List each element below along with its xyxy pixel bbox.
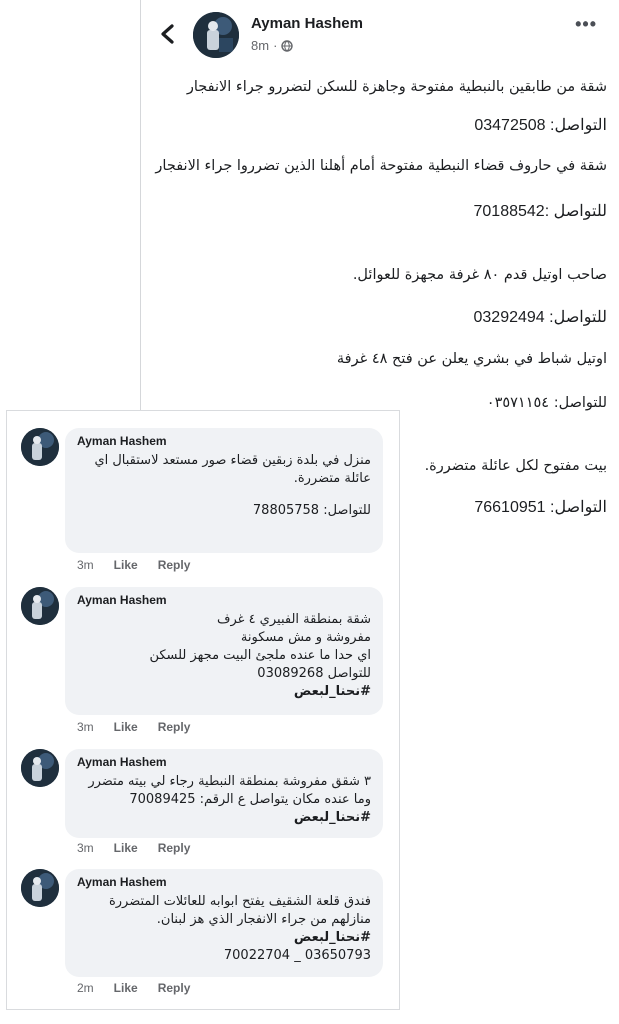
like-button[interactable]: Like <box>113 720 138 734</box>
comment-author[interactable]: Ayman Hashem <box>77 434 167 448</box>
reply-button[interactable]: Reply <box>157 841 191 855</box>
comment-line: شقة بمنطقة الفبيري ٤ غرف <box>216 612 371 627</box>
like-button[interactable]: Like <box>113 558 138 572</box>
comment-line: ٣ شقق مفروشة بمنطقة النبطية رجاء لي بيته متضرر وما عنده مكان يتواصل ع الرقم: 70089425 <box>88 774 371 807</box>
post-contact: للتواصل: 03292494 <box>473 309 607 326</box>
comment-bubble <box>65 428 383 553</box>
comment-line: منزل في بلدة زبقين قضاء صور مستعد لاستقبال اي عائلة متضررة. <box>94 453 371 486</box>
comment-actions <box>77 981 190 995</box>
post-contact: التواصل: 76610951 <box>474 499 607 516</box>
post-contact: للتواصل: ٠٣٥٧١١٥٤ <box>486 395 607 411</box>
post-author-name[interactable]: Ayman Hashem <box>251 15 363 32</box>
hashtag-link[interactable]: #نحنا_لبعض <box>293 810 371 825</box>
post-paragraph: اوتيل شباط في بشري يعلن عن فتح ٤٨ غرفة <box>336 351 607 367</box>
reply-button[interactable]: Reply <box>157 720 191 734</box>
post-time-text: 8m <box>251 38 270 53</box>
post-contact: للتواصل :70188542 <box>473 203 607 220</box>
comment-contact: للتواصل: 78805758 <box>252 503 371 518</box>
post-paragraph: شقة في حاروف قضاء النبطية مفتوحة أمام أهلنا الذين تضرروا جراء الانفجار <box>155 158 607 174</box>
comment-contact: 03650793 _ 70022704 <box>223 948 371 963</box>
comment-author[interactable]: Ayman Hashem <box>77 593 167 607</box>
avatar[interactable] <box>21 869 59 907</box>
comment-author[interactable]: Ayman Hashem <box>77 875 167 889</box>
avatar[interactable] <box>21 587 59 625</box>
comment-actions <box>77 558 190 572</box>
avatar[interactable] <box>21 749 59 787</box>
chevron-left-icon[interactable] <box>159 24 177 44</box>
avatar[interactable] <box>21 428 59 466</box>
more-dots-icon[interactable]: ••• <box>575 14 597 34</box>
post-timestamp: 8m · <box>251 38 293 53</box>
comment-time: 3m <box>77 558 94 572</box>
hashtag-link[interactable]: #نحنا_لبعض <box>293 684 371 699</box>
comment-bubble <box>65 869 383 977</box>
comment-line: اي حدا ما عنده ملجئ البيت مجهز للسكن <box>149 648 371 663</box>
comments-panel <box>6 410 400 1010</box>
reply-button[interactable]: Reply <box>157 981 191 995</box>
avatar[interactable] <box>193 12 239 58</box>
comment-actions <box>77 720 190 734</box>
comment-actions <box>77 841 190 855</box>
comment-time: 3m <box>77 720 94 734</box>
comment-time: 3m <box>77 841 94 855</box>
comment-time: 2m <box>77 981 94 995</box>
comment-bubble <box>65 587 383 715</box>
comment-bubble <box>65 749 383 838</box>
post-paragraph: شقة من طابقين بالنبطية مفتوحة وجاهزة للسكن لتضررو جراء الانفجار <box>186 79 607 95</box>
like-button[interactable]: Like <box>113 841 138 855</box>
comment-author[interactable]: Ayman Hashem <box>77 755 167 769</box>
comment-line: مفروشة و مش مسكونة <box>240 630 371 645</box>
comment-line <box>77 488 371 502</box>
post-contact: التواصل: 03472508 <box>474 117 607 134</box>
comment-line: فندق قلعة الشقيف يفتح ابوابه للعائلات المتضررة منازلهم من جراء الانفجار الذي هز لبنان. <box>108 894 371 927</box>
comment-contact: للتواصل 03089268 <box>257 666 371 681</box>
post-paragraph: بيت مفتوح لكل عائلة متضررة. <box>424 458 607 474</box>
globe-icon <box>281 40 293 52</box>
post-paragraph: صاحب اوتيل قدم ٨٠ غرفة مجهزة للعوائل. <box>352 267 607 283</box>
reply-button[interactable]: Reply <box>157 558 191 572</box>
like-button[interactable]: Like <box>113 981 138 995</box>
hashtag-link[interactable]: #نحنا_لبعض <box>293 930 371 945</box>
